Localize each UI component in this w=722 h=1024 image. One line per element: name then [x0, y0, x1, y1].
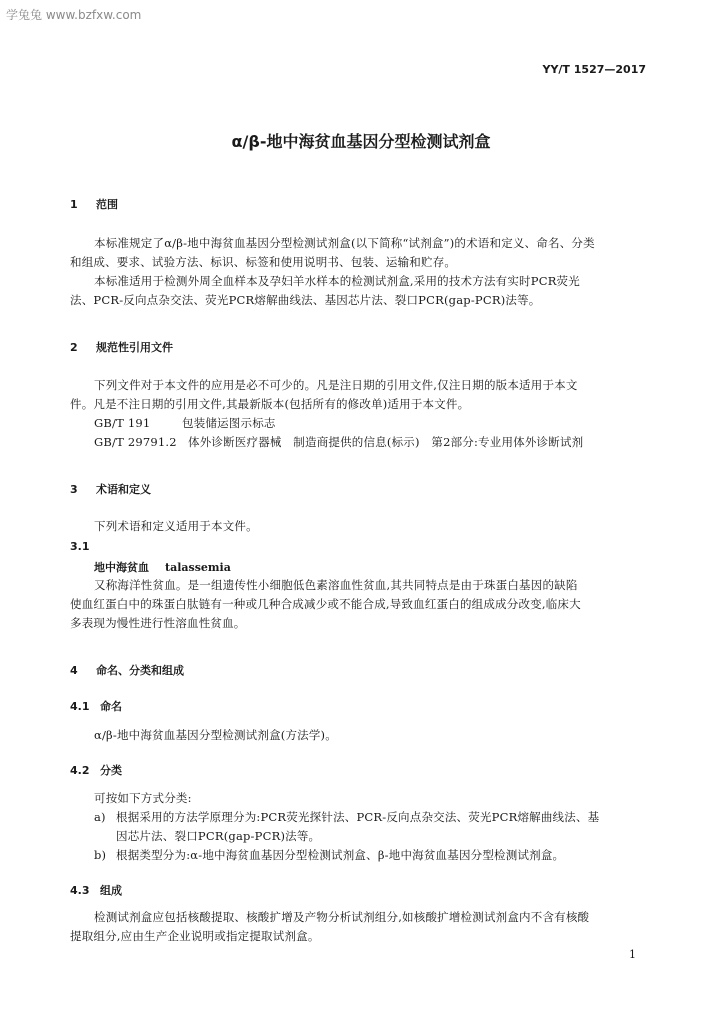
subsection-4-2-heading: [70, 762, 122, 778]
reference-item: [70, 433, 583, 452]
section-title: 规范性引用文件: [96, 341, 173, 354]
term-english: talassemia: [165, 561, 231, 574]
paragraph-line: α/β-地中海贫血基因分型检测试剂盒(方法学)。: [94, 728, 337, 742]
term-number: 3.1: [70, 540, 90, 553]
paragraph-line: 检测试剂盒应包括核酸提取、核酸扩增及产物分析试剂组分,如核酸扩增检测试剂盒内不含有核酸: [94, 910, 590, 924]
section-title: 范围: [96, 198, 118, 211]
reference-title: 体外诊断医疗器械 制造商提供的信息(标示) 第2部分:专业用体外诊断试剂: [188, 435, 584, 449]
section-number: 4: [70, 664, 78, 677]
section-1-heading: [70, 196, 118, 212]
section-title: 命名、分类和组成: [96, 664, 184, 677]
paragraph-line: 本标准规定了α/β-地中海贫血基因分型检测试剂盒(以下简称“试剂盒”)的术语和定义、命名、分类: [94, 236, 595, 250]
paragraph-line: 下列文件对于本文件的应用是必不可少的。凡是注日期的引用文件,仅注日期的版本适用于本文: [94, 378, 578, 392]
document-title: α/β-地中海贫血基因分型检测试剂盒: [231, 132, 491, 151]
page-number: 1: [629, 948, 636, 961]
paragraph-line: 使血红蛋白中的珠蛋白肽链有一种或几种合成减少或不能合成,导致血红蛋白的组成成分改变,临床大: [70, 597, 581, 611]
section-title: 术语和定义: [96, 483, 151, 496]
list-text: 因芯片法、裂口PCR(gap-PCR)法等。: [116, 829, 321, 843]
reference-code: GB/T 191: [94, 416, 151, 430]
list-item-a: [70, 808, 599, 846]
list-text: 根据类型分为:α-地中海贫血基因分型检测试剂盒、β-地中海贫血基因分型检测试剂盒。: [116, 848, 565, 862]
section-3-intro: [70, 517, 258, 536]
paragraph-line: 和组成、要求、试验方法、标识、标签和使用说明书、包装、运输和贮存。: [70, 255, 457, 269]
reference-code: GB/T 29791.2: [94, 435, 177, 449]
paragraph-line: 下列术语和定义适用于本文件。: [94, 519, 258, 533]
subsection-number: 4.1: [70, 700, 90, 713]
paragraph-line: 提取组分,应由生产企业说明或指定提取试剂盒。: [70, 929, 320, 943]
subsection-number: 4.3: [70, 884, 90, 897]
subsection-title: 分类: [100, 764, 122, 777]
reference-title: 包装储运图示标志: [182, 416, 276, 430]
subsection-4-3-body: [70, 908, 589, 946]
standard-number: YY/T 1527—2017: [542, 63, 646, 76]
section-2-body: [70, 376, 583, 452]
section-2-heading: [70, 339, 173, 355]
watermark: 学兔兔 www.bzfxw.com: [6, 8, 142, 22]
list-text: 根据采用的方法学原理分为:PCR荧光探针法、PCR-反向点杂交法、荧光PCR熔解曲线法、基: [116, 810, 600, 824]
term-chinese: 地中海贫血: [94, 561, 149, 574]
section-number: 3: [70, 483, 78, 496]
list-label: a): [94, 810, 106, 824]
section-number: 1: [70, 198, 78, 211]
list-label: b): [94, 848, 107, 862]
subsection-title: 组成: [100, 884, 122, 897]
subsection-4-1-body: [70, 726, 337, 745]
subsection-4-1-heading: [70, 698, 122, 714]
subsection-number: 4.2: [70, 764, 90, 777]
term-definition: [70, 576, 581, 633]
section-number: 2: [70, 341, 78, 354]
list-item-b: [70, 846, 599, 865]
section-4-heading: [70, 662, 184, 678]
term-heading: [94, 559, 231, 575]
paragraph-line: 件。凡是不注日期的引用文件,其最新版本(包括所有的修改单)适用于本文件。: [70, 397, 470, 411]
reference-item: [70, 414, 583, 433]
section-3-heading: [70, 481, 151, 497]
section-1-body: [70, 234, 595, 310]
paragraph-line: 法、PCR-反向点杂交法、荧光PCR熔解曲线法、基因芯片法、裂口PCR(gap-PCR)法等。: [70, 293, 541, 307]
subsection-title: 命名: [100, 700, 122, 713]
paragraph-line: 又称海洋性贫血。是一组遗传性小细胞低色素溶血性贫血,其共同特点是由于珠蛋白基因的缺陷: [94, 578, 578, 592]
subsection-4-3-heading: [70, 882, 122, 898]
subsection-4-2-body: [70, 789, 599, 865]
paragraph-line: 本标准适用于检测外周全血样本及孕妇羊水样本的检测试剂盒,采用的技术方法有实时PCR荧光: [94, 274, 580, 288]
paragraph-line: 多表现为慢性进行性溶血性贫血。: [70, 616, 246, 630]
paragraph-line: 可按如下方式分类:: [94, 791, 192, 805]
